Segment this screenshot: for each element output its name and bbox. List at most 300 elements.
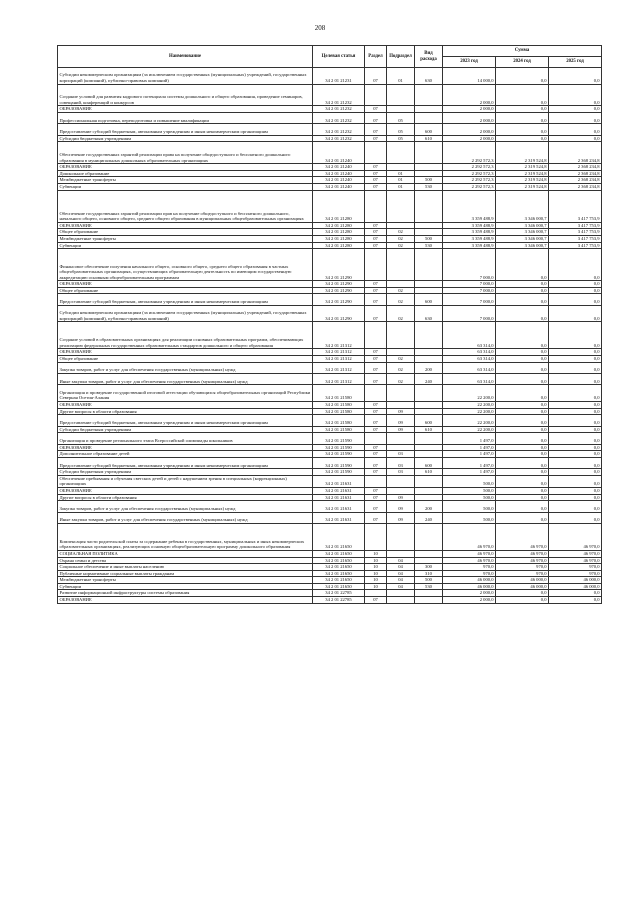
table-row — [58, 222, 602, 229]
cell-2024: 0,0 — [496, 494, 549, 501]
cell-type: 600 — [415, 415, 443, 426]
table-row — [58, 385, 602, 402]
cell-article: 34 2 01 21280 — [313, 235, 365, 242]
cell-section: 07 — [365, 124, 387, 135]
cell-type — [415, 222, 443, 229]
cell-2024: 0,0 — [496, 590, 549, 597]
cell-article: 34 2 01 21650 — [313, 577, 365, 584]
cell-section: 07 — [365, 112, 387, 123]
cell-2024: 0,0 — [496, 374, 549, 385]
table-row — [58, 487, 602, 494]
cell-section: 07 — [365, 183, 387, 190]
cell-name: ОБРАЗОВАНИЕ — [58, 349, 313, 356]
cell-2024: 46 000,0 — [496, 583, 549, 590]
table-row — [58, 235, 602, 242]
table-row — [58, 170, 602, 177]
cell-type: 500 — [415, 177, 443, 184]
cell-article: 34 2 01 21580 — [313, 426, 365, 433]
cell-2024: 2 319 524,8 — [496, 164, 549, 171]
cell-2024: 2 319 524,8 — [496, 177, 549, 184]
cell-2025: 0,0 — [549, 305, 602, 322]
cell-2025: 0,0 — [549, 106, 602, 113]
cell-article: 34 2 01 21590 — [313, 433, 365, 444]
cell-section: 10 — [365, 583, 387, 590]
cell-2024: 0,0 — [496, 356, 549, 363]
table-row — [58, 597, 602, 604]
table-row — [58, 229, 602, 236]
cell-2025: 3 417 753,9 — [549, 222, 602, 229]
table-row — [58, 590, 602, 597]
cell-name: Субсидии бюджетным учреждениям — [58, 469, 313, 476]
cell-subsection — [387, 190, 415, 222]
cell-2024: 0,0 — [496, 451, 549, 458]
cell-section: 07 — [365, 305, 387, 322]
cell-2024: 46 000,0 — [496, 577, 549, 584]
cell-section: 07 — [365, 177, 387, 184]
cell-section: 07 — [365, 415, 387, 426]
table-row — [58, 322, 602, 349]
table-row — [58, 242, 602, 249]
header-article: Целевая статья — [313, 46, 365, 68]
cell-2023: 7 000,0 — [443, 287, 496, 294]
cell-subsection: 02 — [387, 356, 415, 363]
cell-name: ОБРАЗОВАНИЕ — [58, 487, 313, 494]
cell-2024: 0,0 — [496, 408, 549, 415]
cell-section: 07 — [365, 501, 387, 512]
cell-2024: 46 970,0 — [496, 523, 549, 550]
cell-2023: 46 000,0 — [443, 583, 496, 590]
cell-article: 34 2 01 21312 — [313, 362, 365, 373]
table-row — [58, 451, 602, 458]
cell-name: Обеспечение государственных гарантий реализации прав на получение общедоступного и бесплатного дошкольного, начального общего, основного общего, среднего общего образования в муниципальных общеобразовательных организациях — [58, 190, 313, 222]
cell-2023: 63 314,0 — [443, 374, 496, 385]
table-row — [58, 164, 602, 171]
table-row — [58, 475, 602, 487]
cell-2025: 0,0 — [549, 469, 602, 476]
cell-section: 07 — [365, 170, 387, 177]
table-row — [58, 469, 602, 476]
cell-name: Субвенции — [58, 183, 313, 190]
cell-2024: 3 346 000,7 — [496, 229, 549, 236]
cell-type: 530 — [415, 183, 443, 190]
cell-name: СОЦИАЛЬНАЯ ПОЛИТИКА — [58, 550, 313, 557]
header-section: Раздел — [365, 46, 387, 68]
cell-article: 34 2 01 21631 — [313, 512, 365, 523]
cell-name: ОБРАЗОВАНИЕ — [58, 402, 313, 409]
cell-name: Закупка товаров, работ и услуг для обеспечения государственных (муниципальных) нужд — [58, 362, 313, 373]
cell-article: 34 2 01 21290 — [313, 287, 365, 294]
cell-subsection: 05 — [387, 124, 415, 135]
cell-subsection — [387, 444, 415, 451]
table-row — [58, 457, 602, 468]
cell-name: Субсидии бюджетным учреждениям — [58, 135, 313, 142]
cell-section — [365, 249, 387, 281]
cell-type — [415, 402, 443, 409]
cell-2024: 3 346 000,7 — [496, 242, 549, 249]
cell-subsection: 05 — [387, 135, 415, 142]
cell-2024: 0,0 — [496, 385, 549, 402]
cell-2024: 0,0 — [496, 415, 549, 426]
cell-article: 34 2 01 21650 — [313, 583, 365, 590]
cell-name: Закупка товаров, работ и услуг для обеспечения государственных (муниципальных) нужд — [58, 501, 313, 512]
cell-subsection — [387, 433, 415, 444]
cell-subsection: 02 — [387, 294, 415, 305]
table-row — [58, 135, 602, 142]
cell-2025: 0,0 — [549, 457, 602, 468]
cell-type: 600 — [415, 294, 443, 305]
cell-subsection — [387, 475, 415, 487]
header-name: Наименование — [58, 46, 313, 68]
cell-type — [415, 106, 443, 113]
cell-type — [415, 249, 443, 281]
table-row — [58, 444, 602, 451]
cell-type — [415, 164, 443, 171]
cell-2023: 63 314,0 — [443, 356, 496, 363]
cell-article: 34 2 01 21240 — [313, 183, 365, 190]
cell-section: 07 — [365, 235, 387, 242]
cell-2024: 0,0 — [496, 249, 549, 281]
cell-article: 34 2 01 21631 — [313, 501, 365, 512]
cell-2024: 0,0 — [496, 135, 549, 142]
table-row — [58, 577, 602, 584]
cell-name: Обеспечение государственных гарантий реализации права на получение общедоступного и бесплатного дошкольного образования в муниципальных дошкольных образовательных организациях — [58, 142, 313, 164]
cell-2025: 0,0 — [549, 362, 602, 373]
cell-section: 07 — [365, 294, 387, 305]
cell-article: 34 2 01 21280 — [313, 229, 365, 236]
cell-section: 07 — [365, 229, 387, 236]
cell-section — [365, 385, 387, 402]
table-row — [58, 294, 602, 305]
cell-article: 34 2 01 21231 — [313, 68, 365, 85]
cell-name: Предоставление субсидий бюджетным, автономным учреждениям и иным некоммерческим организациям — [58, 457, 313, 468]
table-row — [58, 402, 602, 409]
cell-subsection: 02 — [387, 305, 415, 322]
cell-subsection — [387, 590, 415, 597]
cell-name: Компенсация части родительской платы за содержание ребенка в государственных, муниципальных и иных некоммерческих образовательных организациях, реализующих основную общеобразовательную программу дошкольного образования — [58, 523, 313, 550]
cell-article: 34 2 01 21240 — [313, 164, 365, 171]
cell-article: 34 2 01 21280 — [313, 242, 365, 249]
cell-2025: 970,0 — [549, 564, 602, 571]
table-row — [58, 356, 602, 363]
cell-subsection — [387, 222, 415, 229]
cell-type — [415, 84, 443, 106]
cell-2025: 0,0 — [549, 294, 602, 305]
cell-type: 500 — [415, 577, 443, 584]
cell-subsection: 03 — [387, 469, 415, 476]
cell-2024: 0,0 — [496, 84, 549, 106]
cell-subsection: 04 — [387, 577, 415, 584]
table-row — [58, 142, 602, 164]
cell-article: 34 2 01 21590 — [313, 444, 365, 451]
cell-2023: 22 200,0 — [443, 426, 496, 433]
cell-article: 34 2 01 21590 — [313, 451, 365, 458]
cell-2025: 0,0 — [549, 487, 602, 494]
cell-name: Предоставление субсидий бюджетным, автономным учреждениям и иным некоммерческим организациям — [58, 124, 313, 135]
cell-2023: 500,0 — [443, 494, 496, 501]
cell-name: Финансовое обеспечение получения начального общего, основного общего, среднего общего образования в частных общеобразовательных организациях, осуществляющих образовательную деятельность по имеющим государственную аккредитацию основным общеобразовательным программам — [58, 249, 313, 281]
cell-type: 240 — [415, 374, 443, 385]
cell-2024: 3 346 000,7 — [496, 222, 549, 229]
cell-2025: 0,0 — [549, 287, 602, 294]
cell-section: 10 — [365, 570, 387, 577]
cell-article: 34 2 01 21240 — [313, 177, 365, 184]
cell-subsection — [387, 249, 415, 281]
cell-section: 07 — [365, 494, 387, 501]
cell-2025: 0,0 — [549, 597, 602, 604]
cell-2024: 0,0 — [496, 426, 549, 433]
cell-2025: 0,0 — [549, 494, 602, 501]
cell-type: 200 — [415, 501, 443, 512]
cell-2023: 3 359 488,9 — [443, 235, 496, 242]
header-subsection: Подраздел — [387, 46, 415, 68]
cell-section — [365, 475, 387, 487]
table-row — [58, 523, 602, 550]
cell-article: 34 2 01 21290 — [313, 249, 365, 281]
cell-section: 10 — [365, 564, 387, 571]
cell-article: 34 2 01 21631 — [313, 475, 365, 487]
cell-article: 34 2 01 21312 — [313, 356, 365, 363]
cell-2025: 0,0 — [549, 68, 602, 85]
cell-2024: 0,0 — [496, 362, 549, 373]
cell-2025: 46 970,0 — [549, 550, 602, 557]
table-row — [58, 177, 602, 184]
cell-type — [415, 557, 443, 564]
cell-section: 07 — [365, 164, 387, 171]
header-year-2025: 2025 год — [549, 57, 602, 68]
cell-type — [415, 590, 443, 597]
cell-2025: 0,0 — [549, 408, 602, 415]
cell-name: Субвенции — [58, 242, 313, 249]
table-row — [58, 408, 602, 415]
table-row — [58, 68, 602, 85]
cell-section: 07 — [365, 349, 387, 356]
cell-2023: 3 359 488,9 — [443, 222, 496, 229]
cell-section: 07 — [365, 597, 387, 604]
cell-2025: 3 417 753,9 — [549, 190, 602, 222]
cell-type: 240 — [415, 512, 443, 523]
cell-2025: 2 368 234,8 — [549, 164, 602, 171]
cell-article: 34 2 01 21280 — [313, 222, 365, 229]
cell-2025: 0,0 — [549, 374, 602, 385]
cell-2023: 2 000,0 — [443, 590, 496, 597]
cell-type — [415, 142, 443, 164]
cell-2023: 46 000,0 — [443, 577, 496, 584]
cell-type: 600 — [415, 457, 443, 468]
cell-2024: 0,0 — [496, 433, 549, 444]
cell-type — [415, 451, 443, 458]
cell-article: 34 2 01 21580 — [313, 415, 365, 426]
cell-subsection: 09 — [387, 512, 415, 523]
cell-2025: 3 417 753,9 — [549, 235, 602, 242]
cell-type: 630 — [415, 68, 443, 85]
cell-2024: 0,0 — [496, 322, 549, 349]
table-header — [58, 46, 602, 68]
cell-section: 07 — [365, 469, 387, 476]
table-row — [58, 84, 602, 106]
cell-subsection — [387, 281, 415, 288]
cell-2025: 0,0 — [549, 512, 602, 523]
cell-subsection: 09 — [387, 494, 415, 501]
cell-article: 34 2 01 21650 — [313, 550, 365, 557]
cell-2024: 2 319 524,8 — [496, 170, 549, 177]
cell-article: 34 2 01 21232 — [313, 84, 365, 106]
cell-subsection: 01 — [387, 183, 415, 190]
cell-name: Межбюджетные трансферты — [58, 577, 313, 584]
cell-2023: 500,0 — [443, 487, 496, 494]
cell-type — [415, 356, 443, 363]
cell-2025: 0,0 — [549, 385, 602, 402]
cell-2025: 2 368 234,8 — [549, 177, 602, 184]
table-row — [58, 564, 602, 571]
cell-name: Предоставление субсидий бюджетным, автономным учреждениям и иным некоммерческим организациям — [58, 294, 313, 305]
cell-name: ОБРАЗОВАНИЕ — [58, 164, 313, 171]
cell-2023: 22 200,0 — [443, 385, 496, 402]
cell-name: Публичные нормативные социальные выплаты гражданам — [58, 570, 313, 577]
cell-2024: 0,0 — [496, 487, 549, 494]
cell-2025: 0,0 — [549, 590, 602, 597]
cell-section: 07 — [365, 512, 387, 523]
cell-section: 07 — [365, 362, 387, 373]
cell-subsection: 02 — [387, 374, 415, 385]
cell-name: Иные закупки товаров, работ и услуг для обеспечения государственных (муниципальных) нужд — [58, 512, 313, 523]
cell-article: 34 2 01 21240 — [313, 170, 365, 177]
table-body — [58, 68, 602, 604]
cell-name: Другие вопросы в области образования — [58, 408, 313, 415]
cell-subsection — [387, 550, 415, 557]
cell-2024: 0,0 — [496, 287, 549, 294]
table-row — [58, 281, 602, 288]
cell-type: 530 — [415, 242, 443, 249]
cell-section: 07 — [365, 457, 387, 468]
cell-subsection — [387, 402, 415, 409]
table-row — [58, 501, 602, 512]
cell-subsection — [387, 164, 415, 171]
cell-article: 34 2 01 21580 — [313, 385, 365, 402]
cell-2025: 3 417 753,9 — [549, 242, 602, 249]
cell-name: Общее образование — [58, 229, 313, 236]
cell-article: 34 2 01 21590 — [313, 469, 365, 476]
cell-type — [415, 433, 443, 444]
cell-article: 34 2 01 21290 — [313, 281, 365, 288]
cell-type: 500 — [415, 235, 443, 242]
cell-subsection: 01 — [387, 68, 415, 85]
table-row — [58, 433, 602, 444]
cell-2023: 22 200,0 — [443, 415, 496, 426]
cell-section: 10 — [365, 577, 387, 584]
cell-section — [365, 84, 387, 106]
cell-subsection: 02 — [387, 287, 415, 294]
cell-section — [365, 433, 387, 444]
cell-type: 610 — [415, 469, 443, 476]
cell-type — [415, 550, 443, 557]
cell-subsection — [387, 523, 415, 550]
cell-2025: 970,0 — [549, 570, 602, 577]
cell-section — [365, 142, 387, 164]
cell-name: Межбюджетные трансферты — [58, 177, 313, 184]
cell-article: 34 2 01 22785 — [313, 590, 365, 597]
cell-2025: 0,0 — [549, 444, 602, 451]
cell-type — [415, 229, 443, 236]
cell-2025: 0,0 — [549, 249, 602, 281]
cell-subsection: 04 — [387, 564, 415, 571]
header-type: Вид расхода — [415, 46, 443, 68]
table-row — [58, 190, 602, 222]
cell-2023: 2 000,0 — [443, 597, 496, 604]
table-row — [58, 183, 602, 190]
cell-name: Создание условий для развития кадрового потенциала системы дошкольного и общего образования, проведение семинаров, совещаний, конференций и конкурсов — [58, 84, 313, 106]
cell-type — [415, 494, 443, 501]
cell-2025: 0,0 — [549, 135, 602, 142]
cell-section — [365, 590, 387, 597]
cell-2023: 2 000,0 — [443, 135, 496, 142]
cell-name: ОБРАЗОВАНИЕ — [58, 597, 313, 604]
table-row — [58, 557, 602, 564]
cell-2023: 46 970,0 — [443, 557, 496, 564]
cell-name: ОБРАЗОВАНИЕ — [58, 106, 313, 113]
cell-2023: 7 000,0 — [443, 249, 496, 281]
cell-section: 07 — [365, 68, 387, 85]
cell-2024: 0,0 — [496, 402, 549, 409]
cell-section — [365, 322, 387, 349]
cell-subsection: 01 — [387, 177, 415, 184]
cell-article: 34 2 01 21232 — [313, 135, 365, 142]
cell-2024: 0,0 — [496, 469, 549, 476]
cell-2025: 46 970,0 — [549, 557, 602, 564]
cell-2025: 0,0 — [549, 451, 602, 458]
cell-2025: 0,0 — [549, 475, 602, 487]
table-row — [58, 106, 602, 113]
cell-2023: 2 292 572,3 — [443, 142, 496, 164]
cell-name: Другие вопросы в области образования — [58, 494, 313, 501]
cell-type: 630 — [415, 305, 443, 322]
cell-2023: 2 000,0 — [443, 112, 496, 123]
cell-subsection: 04 — [387, 570, 415, 577]
cell-subsection — [387, 385, 415, 402]
cell-name: Иные закупки товаров, работ и услуг для обеспечения государственных (муниципальных) нужд — [58, 374, 313, 385]
cell-section — [365, 523, 387, 550]
cell-2024: 0,0 — [496, 124, 549, 135]
cell-2024: 970,0 — [496, 570, 549, 577]
cell-subsection: 02 — [387, 362, 415, 373]
cell-2025: 0,0 — [549, 281, 602, 288]
cell-2024: 0,0 — [496, 305, 549, 322]
table-row — [58, 512, 602, 523]
cell-2024: 0,0 — [496, 106, 549, 113]
cell-2023: 63 314,0 — [443, 322, 496, 349]
cell-subsection: 01 — [387, 170, 415, 177]
cell-section: 07 — [365, 487, 387, 494]
cell-2025: 0,0 — [549, 124, 602, 135]
cell-subsection — [387, 322, 415, 349]
cell-2023: 1 497,0 — [443, 451, 496, 458]
cell-2023: 7 000,0 — [443, 281, 496, 288]
cell-2023: 970,0 — [443, 564, 496, 571]
cell-subsection: 09 — [387, 408, 415, 415]
cell-name: Субсидии бюджетным учреждениям — [58, 426, 313, 433]
cell-2024: 0,0 — [496, 444, 549, 451]
table-row — [58, 415, 602, 426]
header-year-2024: 2024 год — [496, 57, 549, 68]
cell-type — [415, 444, 443, 451]
cell-2024: 0,0 — [496, 475, 549, 487]
cell-2023: 3 359 488,9 — [443, 190, 496, 222]
cell-section: 07 — [365, 281, 387, 288]
cell-2025: 0,0 — [549, 349, 602, 356]
table-row — [58, 426, 602, 433]
cell-section: 07 — [365, 222, 387, 229]
cell-article: 34 2 01 21312 — [313, 349, 365, 356]
cell-name: Обеспечение пребывания и обучения светских детей и детей с нарушением зрения в специальных (коррекционных) организациях — [58, 475, 313, 487]
